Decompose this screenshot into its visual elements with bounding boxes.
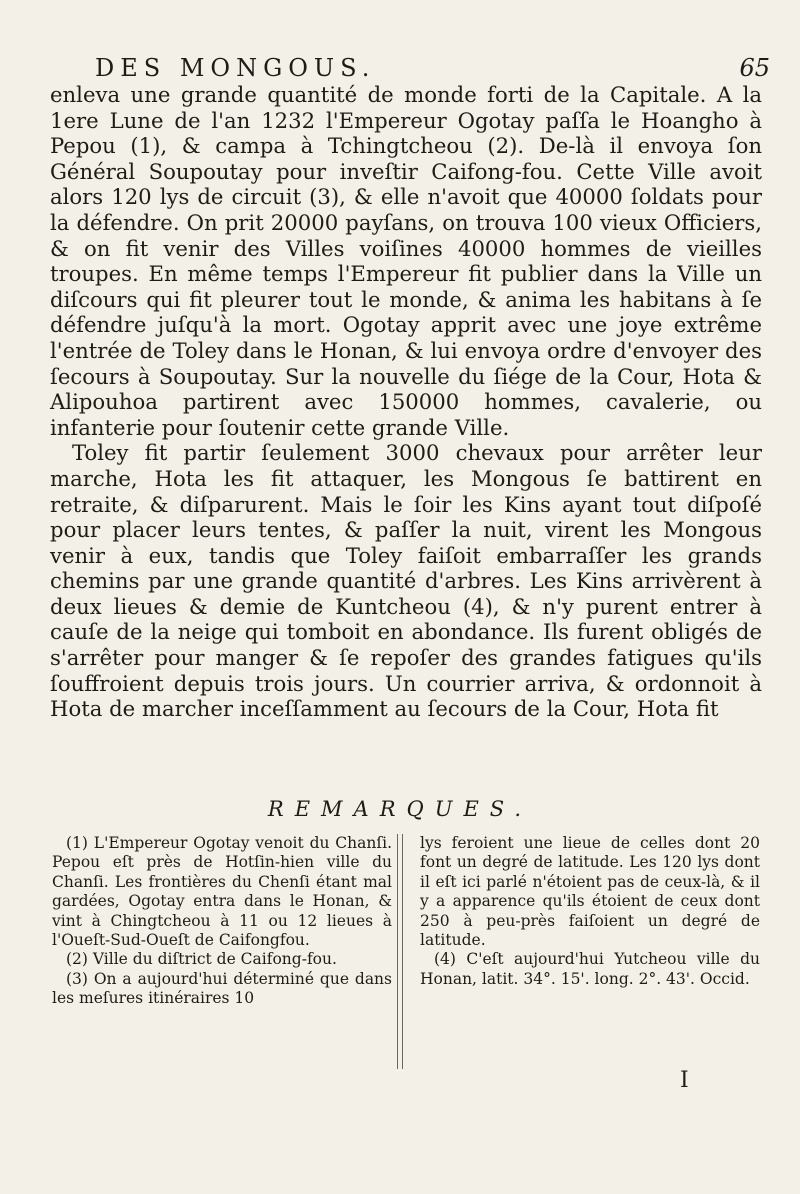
footnote-2: (2) Ville du diſtrict de Caifong-fou.	[66, 950, 337, 969]
running-header	[95, 54, 770, 82]
remarques-heading: REMARQUES.	[267, 797, 533, 821]
footnote-1: (1) L'Empereur Ogotay venoit du Chanſi. Pepou eſt près de Hotſin-hien ville du Chanſi. Les frontières du Chenſi étant mal gardées, Ogotay entra dans le Honan, & vint à Chingtcheou à 11 ou 12 lieues à l'Oueſt-Sud-Oueſt de Caifongfou.	[52, 834, 392, 950]
main-text	[50, 82, 762, 722]
running-title: DES MONGOUS.	[95, 54, 376, 82]
paragraph-2: Toley fit partir ſeulement 3000 chevaux pour arrêter leur marche, Hota les fit attaquer, les Mongous ſe battirent en retraite, & diſparurent. Mais le ſoir les Kins ayant tout diſpoſé pour placer leurs tentes, & paſſer la nuit, virent les Mongous venir à eux, tandis que Toley faiſoit embarraſſer les grands chemins par une grande quantité d'arbres. Les Kins arrivèrent à deux lieues & demie de Kuntcheou (4), & n'y purent entrer à cauſe de la neige qui tomboit en abondance. Ils furent obligés de s'arrêter pour manger & ſe repoſer des grandes fatigues qu'ils ſouffroient depuis trois jours. Un courrier arriva, & ordonnoit à Hota de marcher inceſſamment au ſecours de la Cour, Hota fit	[50, 440, 762, 722]
footnote-4: (4) C'eſt aujourd'hui Yutcheou ville du Honan, latit. 34°. 15'. long. 2°. 43'. Occid.	[420, 950, 760, 988]
paragraph-1: enleva une grande quantité de monde forti de la Capitale. A la 1ere Lune de l'an 1232 l'Empereur Ogotay paſſa le Hoangho à Pepou (1), & campa à Tchingtcheou (2). De-là il envoya ſon Général Soupoutay pour inveſtir Caifong-fou. Cette Ville avoit alors 120 lys de circuit (3), & elle n'avoit que 40000 ſoldats pour la défendre. On prit 20000 payſans, on trouva 100 vieux Officiers, & on fit venir des Villes voiſines 40000 hommes de vieilles troupes. En même temps l'Empereur fit publier dans la Ville un diſcours qui fit pleurer tout le monde, & anima les habitans à ſe défendre juſqu'à la mort. Ogotay apprit avec une joye extrême l'entrée de Toley dans le Honan, & lui envoya ordre d'envoyer des ſecours à Soupoutay. Sur la nouvelle du ſiége de la Cour, Hota & Alipouhoa partirent avec 150000 hommes, cavalerie, ou infanterie pour ſoutenir cette grande Ville.	[50, 82, 762, 440]
footnotes-right-column	[420, 834, 760, 989]
footnote-3-start: (3) On a aujourd'hui déterminé que dans les meſures itinéraires 10	[52, 969, 392, 1008]
column-divider-2	[402, 834, 403, 1069]
page-number: 65	[739, 54, 770, 82]
column-divider	[397, 834, 398, 1069]
footnotes-left-column	[52, 834, 392, 1009]
footnote-3-end: lys feroient une lieue de celles dont 20 font un degré de latitude. Les 120 lys dont il eſt ici parlé n'étoient pas de ceux-là, & il y a apparence qu'ils étoient de ceux dont 250 à peu-près faiſoient un degré de latitude.	[420, 834, 760, 950]
signature-mark: I	[680, 1068, 689, 1093]
